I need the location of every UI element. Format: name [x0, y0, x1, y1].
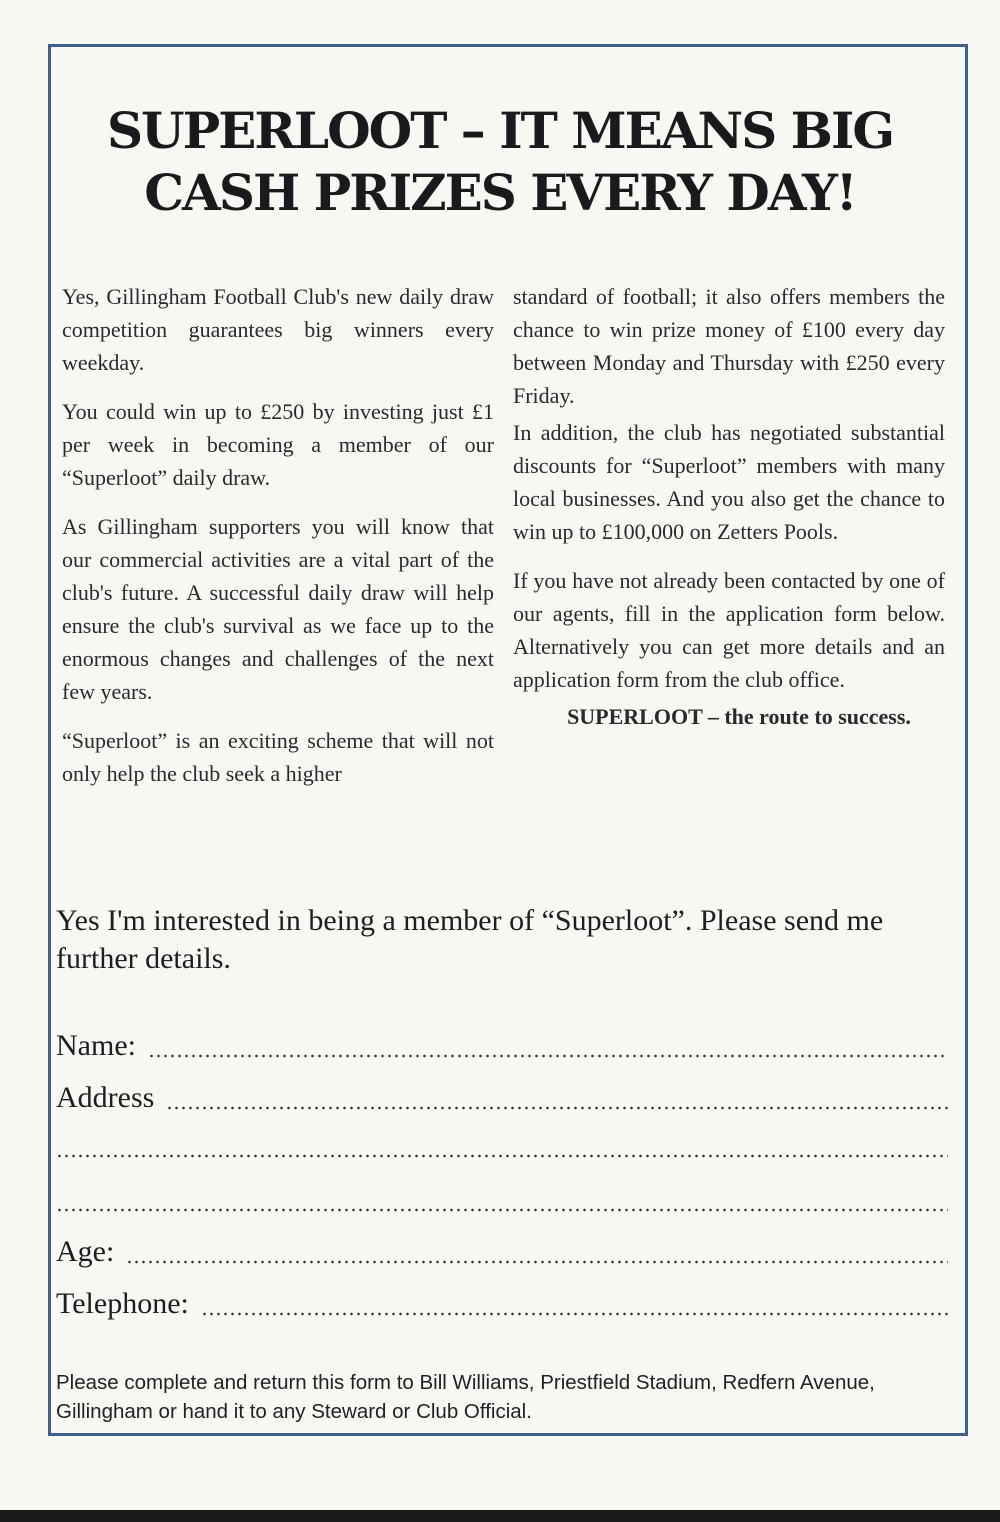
telephone-label: Telephone: — [56, 1287, 189, 1320]
address-field[interactable] — [56, 1076, 948, 1116]
address-dotted-line-1[interactable] — [166, 1106, 948, 1110]
right-column — [513, 280, 945, 733]
left-paragraph-3: As Gillingham supporters you will know that our commercial activities are a vital part of the club's future. A successful daily draw will help ensure the club's survival as we face up to the enormous changes and challenges of the next few years. — [62, 514, 494, 704]
right-paragraph-2: In addition, the club has negotiated substantial discounts for “Superloot” members with many local businesses. And you also get the chance to win up to £100,000 on Zetters Pools. — [513, 420, 945, 544]
telephone-field[interactable] — [56, 1282, 948, 1322]
page-bottom-edge — [0, 1510, 1000, 1522]
tagline: SUPERLOOT – the route to success. — [567, 704, 911, 729]
age-field[interactable] — [56, 1230, 948, 1270]
address-field-line-2[interactable] — [56, 1124, 948, 1164]
return-instructions: Please complete and return this form to Bill Williams, Priestfield Stadium, Redfern Avenue, Gillingham or hand it to any Steward or Club Official. — [56, 1371, 875, 1423]
address-label: Address — [56, 1081, 155, 1114]
name-field[interactable] — [56, 1024, 948, 1064]
address-dotted-line-2[interactable] — [56, 1154, 948, 1158]
headline — [0, 100, 1000, 224]
headline-line-1: SUPERLOOT – IT MEANS BIG — [106, 101, 894, 160]
name-dotted-line[interactable] — [148, 1054, 948, 1058]
left-paragraph-1: Yes, Gillingham Football Club's new daily draw competition guarantees big winners every weekday. — [62, 284, 494, 375]
telephone-dotted-line[interactable] — [201, 1312, 948, 1316]
age-dotted-line[interactable] — [126, 1260, 948, 1264]
left-paragraph-2: You could win up to £250 by investing just £1 per week in becoming a member of our “Superloot” daily draw. — [62, 399, 494, 490]
address-dotted-line-3[interactable] — [56, 1208, 948, 1212]
right-paragraph-3: If you have not already been contacted by one of our agents, fill in the application form below. Alternatively you can get more details and an application form from the club office. — [513, 568, 945, 692]
left-column — [62, 280, 494, 806]
interest-statement: Yes I'm interested in being a member of “Superloot”. Please send me further details. — [56, 904, 884, 975]
headline-line-2: CASH PRIZES EVERY DAY! — [144, 163, 856, 222]
age-label: Age: — [56, 1235, 115, 1268]
name-label: Name: — [56, 1029, 136, 1062]
left-paragraph-4: “Superloot” is an exciting scheme that will not only help the club seek a higher — [62, 728, 494, 786]
address-field-line-3[interactable] — [56, 1178, 948, 1218]
right-paragraph-1: standard of football; it also offers members the chance to win prize money of £100 every day between Monday and Thursday with £250 every Friday. — [513, 284, 945, 408]
